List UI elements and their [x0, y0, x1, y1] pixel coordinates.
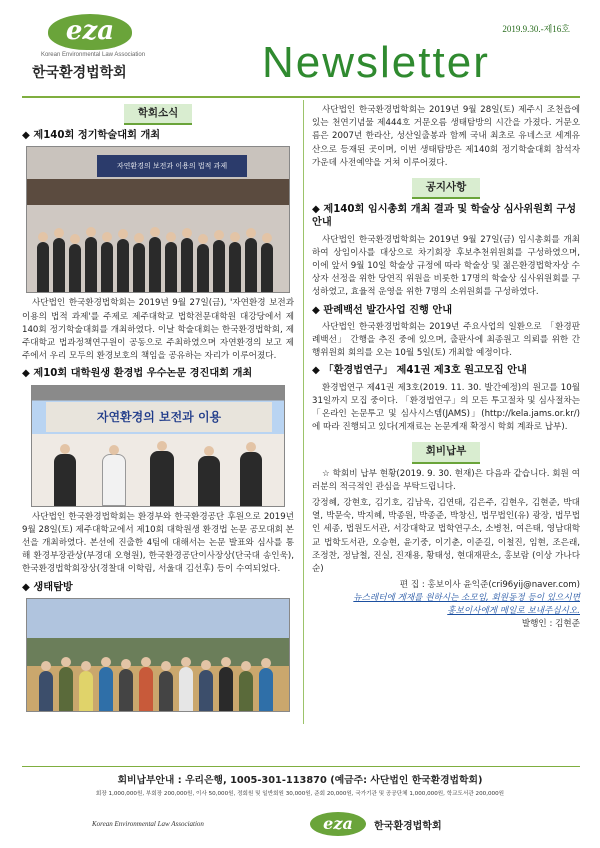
section-notices: 공지사항	[312, 178, 580, 199]
award-ceremony-photo	[31, 385, 285, 507]
left-column	[22, 104, 294, 716]
section-dues: 회비납부	[312, 442, 580, 463]
account-info: 회비납부안내 : 우리은행, 1005-301-113870 (예금주: 사단법인 한국환경법학회)	[117, 775, 483, 786]
eco-tour-photo	[26, 598, 290, 712]
dues-member-list: 강정혜, 강현호, 김기호, 김남욱, 김연태, 김은주, 김현우, 김현준, 박대열, 박문숙, 박지혜, 박종원, 박종준, 박창신, 법무법인(유) 광장, 법무법인 세종, 법원도서관, 서강대학교 법학연구소, 소병천, 여은태, 영남대학교 법학도서관, 오승현, 윤기중, 이기춘, 이준길, 이철진, 임현, 조은래, 조정찬, 정남철, 진실, 진재용, 황태성, 현대재판소, 홍보람 (이상 가나다 순)	[312, 498, 580, 575]
footer-eza-logo: eza	[310, 812, 366, 836]
article3-title: ◆ 생태탐방	[22, 581, 73, 593]
article1-body: 사단법인 한국환경법학회는 2019년 9월 27일(금), '자연환경 보전과 이용의 법적 과제'를 주제로 제주대학교 법학전문대학원 대강당에서 제140회 정기학술대회를 개최하였다. 이날 학술대회는 한국환경법학회, 제주대학교 법과정책연구원이 공동으로 주최하였으며 자연환경의 보고 제주에서 우리 모두의 환경보호의 책임을 공유하는 자리가 이루어졌다.	[22, 298, 294, 362]
photo2-banner: 자연환경의 보전과 이용	[46, 402, 272, 432]
submission-note-2: 홍보이사에게 메일로 보내주십시오.	[447, 606, 580, 617]
notice3-body: 환경법연구 제41권 제3호(2019. 11. 30. 발간예정)의 원고를 10월 31일까지 모집 중이다. 「환경법연구」의 모든 투고절차 및 심사절차는 「온라인 논문투고 및 심사시스템(JAMS)」(http://kela.jams.or.kr/)에 따라 진행되고 있다(게재료는 논문게재 확정시 학회 계좌로 납부).	[312, 382, 580, 433]
photo1-banner: 자연환경의 보전과 이용의 법적 과제	[97, 155, 247, 177]
notice2-title: ◆ 판례백선 발간사업 진행 안내	[312, 304, 453, 316]
notice2-body: 사단법인 한국환경법학회는 2019년 주요사업의 일환으로 「환경판례백선」 간행을 추진 중에 있으며, 출판사에 최종원고 의뢰를 위한 간행위원회 회의를 오는 10월 5일(토) 개최할 예정이다.	[312, 321, 580, 359]
logo-korean-name: 한국환경법학회	[32, 65, 127, 81]
society-logo	[24, 14, 154, 92]
conference-group-photo	[26, 146, 290, 293]
footer-korean-name: 한국환경법학회	[374, 821, 442, 832]
footer-english-name: Korean Environmental Law Association	[92, 820, 204, 828]
publisher-line: 발행인 : 김현준	[521, 619, 580, 630]
footer-divider	[22, 766, 580, 767]
column-divider	[303, 100, 304, 724]
eza-logo-mark: eza	[48, 14, 132, 50]
eco-tour-body: 사단법인 한국환경법학회는 2019년 9월 28일(토) 제주시 조천읍에 있는 천연기념물 제444호 거문오름 생태탐방의 시간을 가졌다. 거문오름은 2007년 한라산, 성산일출봉과 함께 국내 최초로 유네스코 세계유산으로 등재된 곳이며, 이번 생태탐방은 제140회 정기학술대회 참석자 가운데 사전예약을 거쳐 이루어졌다.	[312, 105, 580, 168]
footer	[0, 772, 600, 833]
article2-body: 사단법인 한국환경법학회는 환경부와 한국환경공단 후원으로 2019년 9월 28일(토) 제주대학교에서 제10회 대학원생 환경법 논문 공모대회 본선을 개최하였다. 본선에 진출한 4팀에 대해서는 논문 발표와 심사를 통해 환경부장관상(부경대 오형원), 한국환경공단이사장상(단국대 송인욱), 한국환경법학회장상(경찰대 이학림, 서울대 김선후) 등이 수여되었다.	[22, 511, 294, 575]
editor-line: 편 집 : 홍보이사 윤익준(cri96yij@naver.com)	[399, 580, 580, 591]
section-society-news: 학회소식	[22, 104, 294, 125]
right-column	[312, 104, 580, 631]
logo-english-name: Korean Environmental Law Association	[40, 52, 146, 58]
dues-status: ☆ 학회비 납부 현황(2019. 9. 30. 현재)은 다음과 같습니다. 회원 여러분의 적극적인 관심을 부탁드립니다.	[312, 468, 580, 492]
notice1-body: 사단법인 한국환경법학회는 2019년 9월 27일(금) 임시총회를 개최하여 상임이사를 대상으로 차기회장 후보추천위원회를 구성하였으며, 이에 앞서 9월 10일 학술상 규정에 따라 학술상 및 젊은환경법학자상 수상자 선정을 위한 당연직 위원을 비롯한 17명의 학술상 심사위원회를 구성하였고, 효율적 운영을 위한 7명의 소위원회를 구성하였다.	[312, 234, 580, 298]
newsletter-title: Newsletter	[262, 38, 490, 87]
membership-fees: 회장 1,000,000원, 부회장 200,000원, 이사 50,000원, 정회원 및 일반회원 30,000원, 준회 20,000원, 국가기관 및 공공단체 1,000,000원, 학교도서관 200,000원	[95, 791, 505, 797]
article2-title: ◆ 제10회 대학원생 환경법 우수논문 경진대회 개최	[22, 368, 253, 380]
header-divider	[22, 96, 580, 98]
notice1-title: ◆ 제140회 임시총회 개최 결과 및 학술상 심사위원회 구성 안내	[312, 204, 577, 229]
submission-note-1: 뉴스레터에 게재를 원하시는 소모임, 회원동정 등이 있으시면	[353, 593, 580, 604]
article1-title: ◆ 제140회 정기학술대회 개최	[22, 130, 161, 142]
notice3-title: ◆ 「환경법연구」 제41권 제3호 원고모집 안내	[312, 365, 527, 377]
editorial-info	[312, 579, 580, 631]
header	[0, 0, 600, 96]
issue-date: 2019.9.30.-제16호	[502, 24, 570, 34]
